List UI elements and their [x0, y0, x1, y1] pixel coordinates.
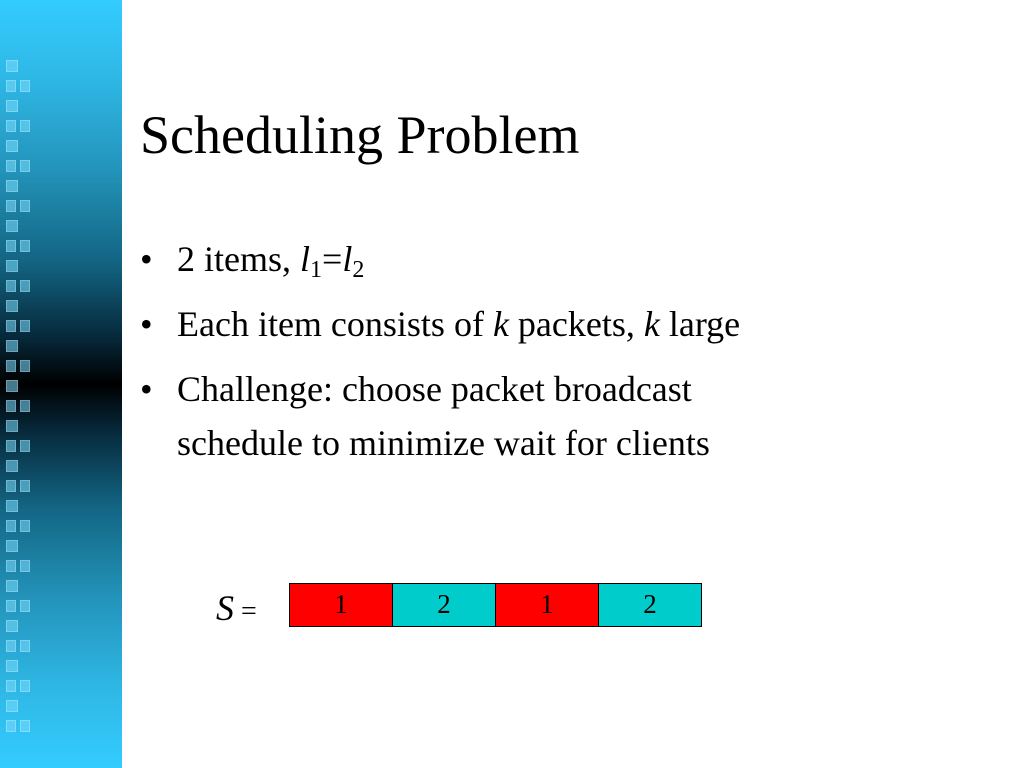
decorative-square: [6, 60, 18, 72]
var-k: k: [643, 304, 660, 344]
square-row: [6, 420, 30, 432]
decorative-square: [6, 640, 16, 652]
square-row: [6, 600, 30, 612]
decorative-square: [6, 300, 18, 312]
bullet-dot: •: [140, 304, 153, 344]
decorative-square: [20, 320, 30, 332]
square-row: [6, 640, 30, 652]
decorative-square: [6, 420, 18, 432]
decorative-square: [6, 560, 16, 572]
bullet-text-line2: schedule to minimize wait for clients: [177, 423, 710, 463]
square-row: [6, 260, 30, 272]
decorative-square: [20, 120, 30, 132]
bullet-text: 2 items,: [177, 239, 300, 279]
decorative-square: [6, 220, 18, 232]
square-row: [6, 180, 30, 192]
schedule-label: [216, 583, 257, 637]
square-row: [6, 620, 30, 632]
bullet-dot: •: [140, 239, 153, 279]
square-row: [6, 520, 30, 532]
bullet-text-line1: Challenge: choose packet broadcast: [177, 369, 692, 409]
schedule-bar: [289, 583, 702, 627]
decorative-square: [6, 520, 16, 532]
bullet-dot: •: [140, 369, 153, 409]
decorative-square: [6, 580, 18, 592]
decorative-square: [6, 200, 16, 212]
decorative-square: [20, 280, 30, 292]
square-row: [6, 320, 30, 332]
var-l: l: [342, 239, 353, 279]
var-s: S: [216, 588, 234, 628]
square-row: [6, 240, 30, 252]
decorative-square: [6, 680, 16, 692]
decorative-sidebar: [0, 0, 122, 768]
decorative-square: [20, 720, 30, 732]
decorative-square: [20, 600, 30, 612]
decorative-square: [6, 320, 16, 332]
decorative-square: [6, 600, 16, 612]
decorative-square: [6, 380, 18, 392]
square-row: [6, 720, 30, 732]
equals-sign: =: [234, 596, 257, 627]
decorative-square: [6, 280, 16, 292]
square-row: [6, 340, 30, 352]
square-row: [6, 100, 30, 112]
decorative-square: [20, 200, 30, 212]
subscript: 2: [352, 257, 365, 283]
decorative-square: [20, 400, 30, 412]
subscript: 1: [310, 257, 323, 283]
square-row: [6, 700, 30, 712]
decorative-square: [6, 660, 18, 672]
square-row: [6, 220, 30, 232]
bullet-text: large: [659, 304, 741, 344]
decorative-square: [20, 80, 30, 92]
decorative-square: [20, 480, 30, 492]
square-row: [6, 440, 30, 452]
square-row: [6, 60, 30, 72]
square-row: [6, 680, 30, 692]
sidebar-square-pattern: [6, 60, 30, 680]
square-row: [6, 80, 30, 92]
decorative-square: [6, 460, 18, 472]
decorative-square: [6, 720, 16, 732]
decorative-square: [6, 100, 18, 112]
decorative-square: [6, 360, 16, 372]
square-row: [6, 120, 30, 132]
decorative-square: [6, 700, 18, 712]
square-row: [6, 160, 30, 172]
var-l: l: [300, 239, 311, 279]
bullet-text: Each item consists of: [177, 304, 493, 344]
decorative-square: [20, 640, 30, 652]
decorative-square: [20, 520, 30, 532]
equals-sign: =: [322, 239, 343, 279]
square-row: [6, 140, 30, 152]
square-row: [6, 380, 30, 392]
bullet-item-challenge: [140, 362, 1000, 470]
square-row: [6, 200, 30, 212]
square-row: [6, 300, 30, 312]
decorative-square: [20, 160, 30, 172]
decorative-square: [6, 400, 16, 412]
var-k: k: [492, 304, 509, 344]
square-row: [6, 400, 30, 412]
decorative-square: [20, 240, 30, 252]
bullet-item-packets: [140, 297, 1000, 351]
decorative-square: [6, 120, 16, 132]
decorative-square: [6, 140, 18, 152]
schedule-cell-item-2: 2: [599, 584, 701, 626]
decorative-square: [6, 160, 16, 172]
decorative-square: [6, 80, 16, 92]
decorative-square: [6, 240, 16, 252]
bullet-list: [140, 232, 1000, 481]
decorative-square: [20, 680, 30, 692]
schedule-cell-item-1: 1: [290, 584, 393, 626]
square-row: [6, 580, 30, 592]
square-row: [6, 460, 30, 472]
square-row: [6, 480, 30, 492]
decorative-square: [20, 440, 30, 452]
slide-title: Scheduling Problem: [140, 105, 580, 165]
bullet-item-items: [140, 232, 1000, 286]
decorative-square: [20, 560, 30, 572]
schedule-cell-item-2: 2: [393, 584, 496, 626]
decorative-square: [20, 360, 30, 372]
decorative-square: [6, 260, 18, 272]
square-row: [6, 360, 30, 372]
decorative-square: [6, 540, 18, 552]
square-row: [6, 560, 30, 572]
decorative-square: [6, 340, 18, 352]
decorative-square: [6, 620, 18, 632]
decorative-square: [6, 500, 18, 512]
square-row: [6, 660, 30, 672]
square-row: [6, 540, 30, 552]
decorative-square: [6, 480, 16, 492]
square-row: [6, 500, 30, 512]
decorative-square: [6, 180, 18, 192]
decorative-square: [6, 440, 16, 452]
bullet-text: packets,: [508, 304, 644, 344]
schedule-cell-item-1: 1: [496, 584, 599, 626]
square-row: [6, 280, 30, 292]
